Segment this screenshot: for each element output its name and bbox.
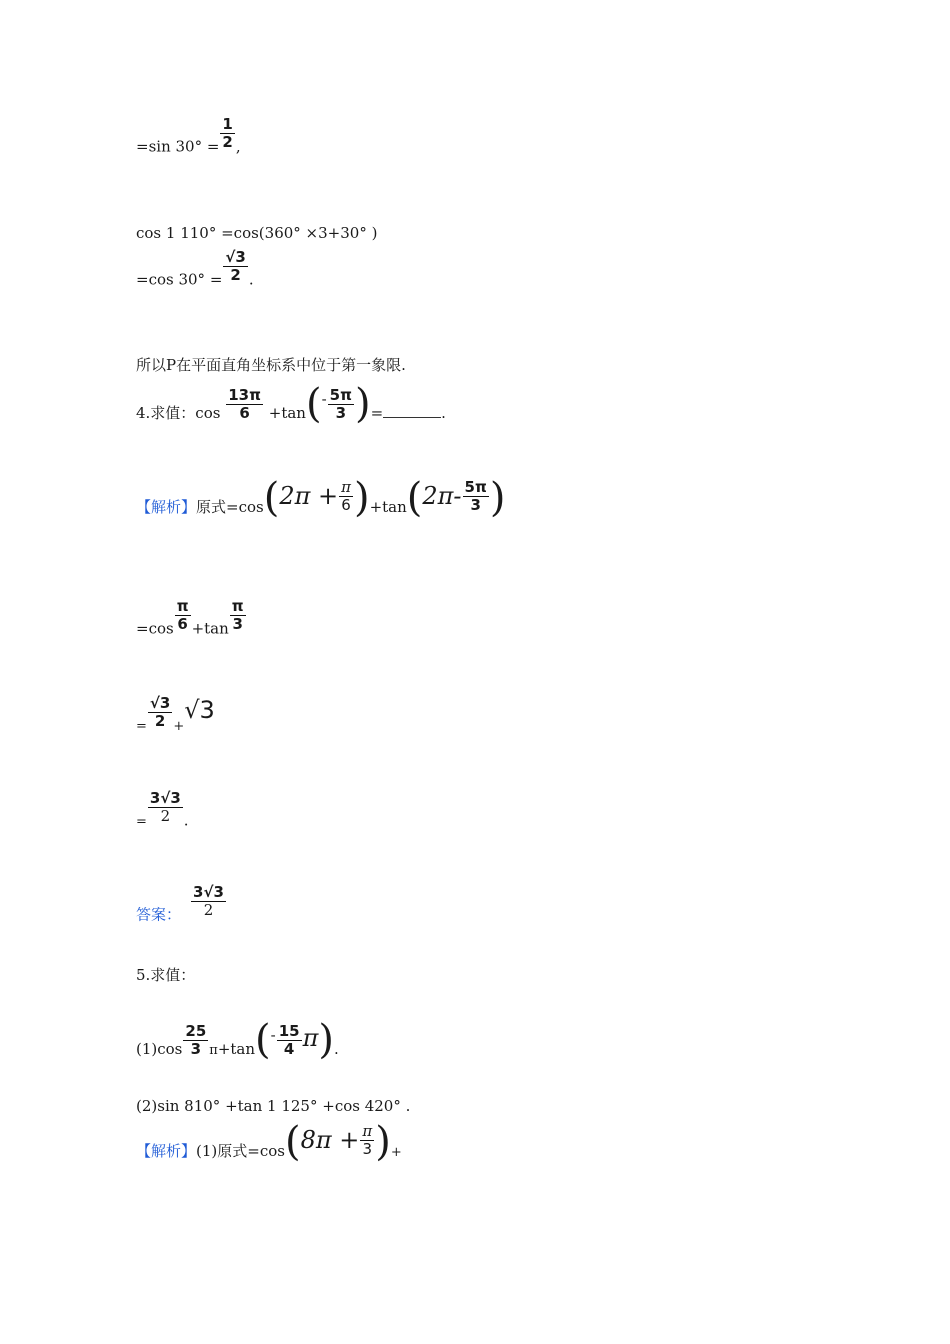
text: +tan (369, 498, 407, 516)
numerator: π (176, 597, 189, 615)
line-quadrant (136, 354, 406, 375)
numerator: 1 (222, 115, 233, 133)
analysis-tag: 【解析】 (136, 498, 197, 516)
left-paren: ( (255, 1017, 271, 1063)
denominator: 2 (154, 711, 166, 730)
text: + (173, 719, 185, 734)
denominator: 4 (283, 1039, 295, 1058)
fraction (463, 479, 489, 514)
text: (1)原式=cos (196, 1142, 285, 1160)
text: . (441, 404, 446, 422)
left-paren: ( (263, 475, 280, 521)
math: 2π + (279, 482, 339, 510)
solution-5-step1 (136, 1119, 402, 1172)
numerator: √3 (225, 248, 246, 266)
solution-4-step2 (136, 597, 247, 647)
numerator: 3√3 (149, 789, 181, 807)
text: , (235, 137, 241, 156)
minus: - (270, 1026, 276, 1044)
text: (1)cos (136, 1040, 183, 1058)
denominator: 2 (230, 266, 241, 284)
numerator: 25 (185, 1021, 207, 1040)
text: =cos (136, 619, 174, 638)
solution-4-step3 (136, 693, 215, 744)
numerator: 13π (228, 385, 261, 404)
solution-4-step4 (136, 789, 189, 839)
analysis-tag: 【解析】 (136, 1142, 197, 1160)
question-5-part2 (136, 1097, 410, 1115)
left-paren: ( (305, 381, 322, 427)
denominator: 3 (470, 495, 481, 514)
minus: - (321, 390, 327, 408)
fraction (223, 249, 247, 284)
text: . (248, 270, 254, 289)
text: = (136, 719, 147, 734)
line-cos30 (136, 248, 254, 298)
line-cos1110 (136, 224, 377, 242)
pi-symbol: π (302, 1024, 319, 1052)
answer-blank (383, 405, 441, 418)
text: . (183, 811, 189, 830)
denominator: 6 (341, 495, 351, 514)
denominator: 6 (239, 403, 250, 422)
text: 4.求值：cos (136, 404, 221, 422)
fraction (175, 598, 191, 633)
text: cos 1 110° =cos(360° ×3+30° ) (136, 224, 378, 242)
fraction (148, 790, 183, 825)
text: = (370, 404, 384, 422)
question-5 (136, 964, 195, 985)
question-4 (136, 381, 446, 434)
text: = (136, 814, 147, 830)
fraction (191, 884, 226, 919)
text: =sin 30° = (136, 137, 220, 156)
denominator: 2 (222, 133, 233, 151)
denominator: 3 (362, 1139, 373, 1158)
fraction (148, 695, 172, 730)
denominator: 2 (203, 901, 214, 919)
numerator: π (231, 597, 244, 615)
denominator: 6 (177, 615, 188, 633)
denominator: 3 (232, 615, 243, 633)
line-sin30 (136, 115, 241, 165)
right-paren: ) (318, 1017, 334, 1063)
text: (2)sin 810° +tan 1 125° +cos 420° . (136, 1097, 411, 1115)
numerator: 5π (329, 385, 352, 404)
text: + (390, 1145, 402, 1160)
text: +tan (217, 1040, 256, 1058)
text: 原式=cos (196, 498, 264, 516)
text: +tan (191, 619, 229, 638)
math: 8π + (300, 1126, 360, 1154)
numerator: π (362, 1121, 373, 1140)
right-paren: ) (489, 475, 506, 521)
text: 所以P在平面直角坐标系中位于第一象限. (136, 356, 406, 374)
text: . (333, 1040, 339, 1058)
fraction (277, 1023, 302, 1058)
numerator: 3√3 (193, 883, 224, 901)
right-paren: ) (353, 475, 370, 521)
text: 5.求值： (136, 966, 196, 984)
fraction (183, 1023, 208, 1058)
right-paren: ) (375, 1119, 391, 1165)
numerator: √3 (149, 693, 171, 712)
answer-4 (136, 883, 227, 933)
numerator: 15 (278, 1021, 300, 1040)
answer-label: 答案： (136, 905, 182, 924)
text: +tan (268, 404, 306, 422)
denominator: 3 (190, 1039, 202, 1058)
numerator: 5π (464, 477, 487, 496)
pi-symbol: π (209, 1043, 218, 1058)
fraction (360, 1123, 374, 1158)
left-paren: ( (406, 475, 423, 521)
right-paren: ) (354, 381, 371, 427)
math: 2π- (422, 482, 462, 510)
question-5-part1 (136, 1017, 339, 1070)
fraction (226, 387, 263, 422)
sqrt-term: √3 (184, 696, 215, 724)
fraction (230, 598, 246, 633)
denominator: 2 (160, 807, 171, 825)
denominator: 3 (335, 403, 347, 422)
fraction (220, 116, 234, 151)
text: =cos 30° = (136, 270, 223, 289)
fraction (339, 479, 353, 514)
numerator: π (341, 477, 351, 496)
left-paren: ( (284, 1119, 301, 1165)
fraction (328, 387, 354, 422)
